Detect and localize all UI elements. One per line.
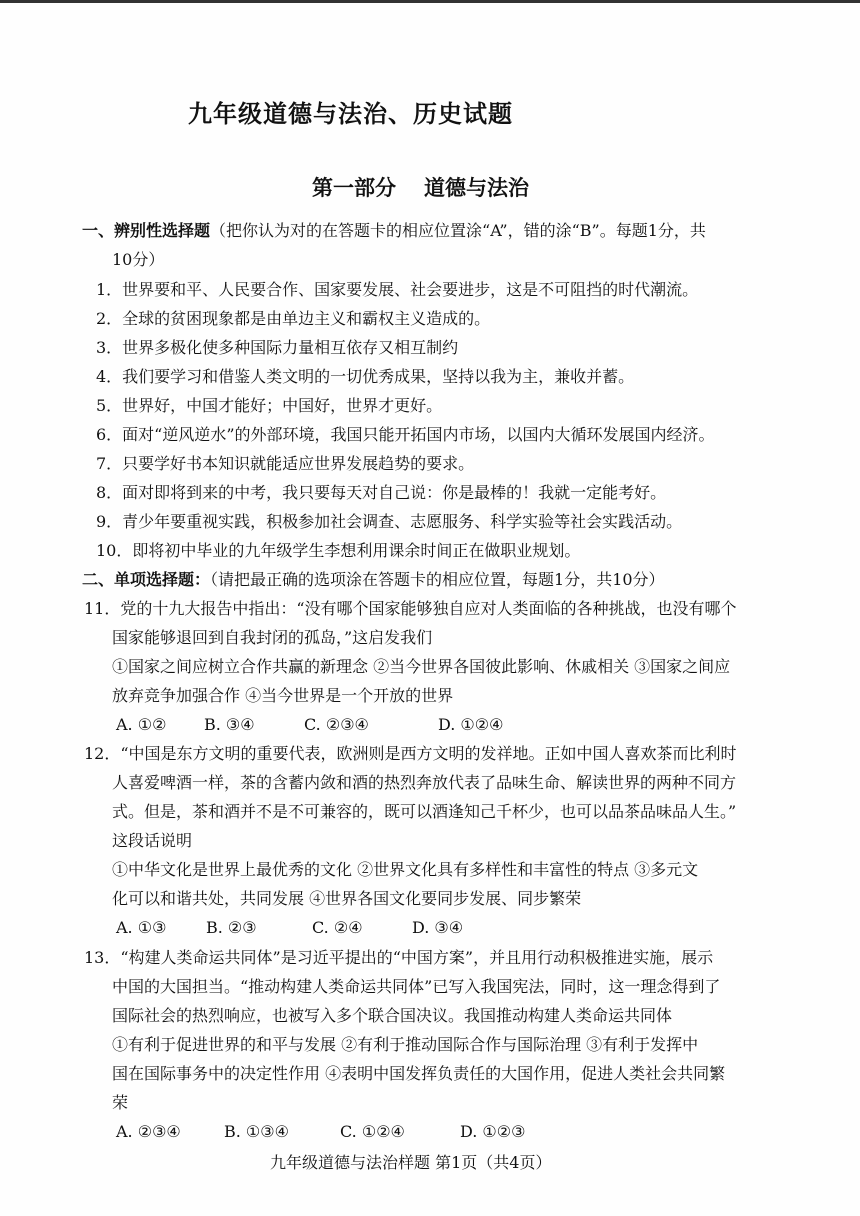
judge-item-1: 1．世界要和平、人民要合作、国家要发展、社会要进步，这是不可阻挡的时代潮流。	[96, 280, 699, 299]
judge-item-9: 9．青少年要重视实践，积极参加社会调查、志愿服务、科学实验等社会实践活动。	[96, 512, 683, 531]
q13-option-b: B. ①③④	[224, 1122, 289, 1141]
q12-line-4: 这段话说明	[112, 831, 193, 850]
section2-instruction: （请把最正确的选项涂在答题卡的相应位置，每题1分，共10分）	[210, 570, 665, 589]
q11-option-a: A. ①②	[116, 715, 167, 734]
judge-item-6: 6．面对“逆风逆水”的外部环境，我国只能开拓国内市场，以国内大循环发展国内经济。	[96, 425, 715, 444]
judge-item-2: 2．全球的贫困现象都是由单边主义和霸权主义造成的。	[96, 309, 491, 328]
q12-line-6: 化可以和谐共处，共同发展 ④世界各国文化要同步发展、同步繁荣	[112, 889, 582, 908]
exam-title: 九年级道德与法治、历史试题	[188, 99, 513, 128]
section1-instruction: （把你认为对的在答题卡的相应位置涂“A”，错的涂“B”。每题1分，共	[210, 221, 706, 240]
section1-instruction-cont: 10分）	[112, 250, 165, 269]
judge-item-10: 10．即将初中毕业的九年级学生李想利用课余时间正在做职业规划。	[96, 541, 581, 560]
section2-heading: 二、单项选择题：	[82, 570, 211, 589]
q12-line-1: 12．“中国是东方文明的重要代表，欧洲则是西方文明的发祥地。正如中国人喜欢茶而比利时	[84, 744, 737, 763]
q12-option-b: B. ②③	[206, 918, 257, 937]
q11-option-c: C. ②③④	[304, 715, 369, 734]
q12-line-5: ①中华文化是世界上最优秀的文化 ②世界文化具有多样性和丰富性的特点 ③多元文	[112, 860, 699, 879]
judge-item-3: 3．世界多极化使多种国际力量相互依存又相互制约	[96, 338, 459, 357]
part-label: 第一部分	[312, 175, 396, 200]
q13-line-6: 荣	[112, 1093, 129, 1112]
q12-option-d: D. ③④	[412, 918, 464, 937]
q11-line-2: 国家能够退回到自我封闭的孤岛，”这启发我们	[112, 628, 433, 647]
part-subject: 道德与法治	[424, 175, 529, 200]
page-footer: 九年级道德与法治样题 第1页（共4页）	[270, 1153, 552, 1172]
section1-heading: 一、辨别性选择题	[82, 221, 211, 240]
q13-line-5: 国在国际事务中的决定性作用 ④表明中国发挥负责任的大国作用，促进人类社会共同繁	[112, 1064, 726, 1083]
judge-item-7: 7．只要学好书本知识就能适应世界发展趋势的要求。	[96, 454, 475, 473]
q13-line-3: 国际社会的热烈响应，也被写入多个联合国决议。我国推动构建人类命运共同体	[112, 1006, 673, 1025]
judge-item-4: 4．我们要学习和借鉴人类文明的一切优秀成果，坚持以我为主，兼收并蓄。	[96, 367, 635, 386]
q13-option-d: D. ①②③	[460, 1122, 526, 1141]
q11-line-1: 11．党的十九大报告中指出：“没有哪个国家能够独自应对人类面临的各种挑战，也没有哪个	[84, 599, 737, 618]
q13-line-2: 中国的大国担当。“推动构建人类命运共同体”已写入我国宪法，同时，这一理念得到了	[112, 977, 721, 996]
q12-option-a: A. ①③	[116, 918, 167, 937]
q13-option-c: C. ①②④	[340, 1122, 405, 1141]
judge-item-5: 5．世界好，中国才能好；中国好，世界才更好。	[96, 396, 443, 415]
q11-option-b: B. ③④	[204, 715, 255, 734]
q12-line-2: 人喜爱啤酒一样，茶的含蓄内敛和酒的热烈奔放代表了品味生命、解读世界的两种不同方	[112, 773, 737, 792]
q12-line-3: 式。但是，茶和酒并不是不可兼容的，既可以酒逢知己千杯少，也可以品茶品味品人生。”	[112, 802, 737, 821]
q13-line-4: ①有利于促进世界的和平与发展 ②有利于推动国际合作与国际治理 ③有利于发挥中	[112, 1035, 699, 1054]
q11-line-3: ①国家之间应树立合作共赢的新理念 ②当今世界各国彼此影响、休戚相关 ③国家之间应	[112, 657, 731, 676]
q13-option-a: A. ②③④	[116, 1122, 181, 1141]
part-heading	[312, 172, 529, 202]
judge-item-8: 8．面对即将到来的中考，我只要每天对自己说：你是最棒的！我就一定能考好。	[96, 483, 667, 502]
section1-heading-line	[82, 220, 706, 242]
q11-line-4: 放弃竞争加强合作 ④当今世界是一个开放的世界	[112, 686, 454, 705]
section2-heading-line	[82, 569, 665, 591]
q11-option-d: D. ①②④	[438, 715, 504, 734]
scan-edge	[0, 0, 860, 3]
q13-line-1: 13．“构建人类命运共同体”是习近平提出的“中国方案”，并且用行动积极推进实施，展示	[84, 948, 714, 967]
q12-option-c: C. ②④	[312, 918, 363, 937]
